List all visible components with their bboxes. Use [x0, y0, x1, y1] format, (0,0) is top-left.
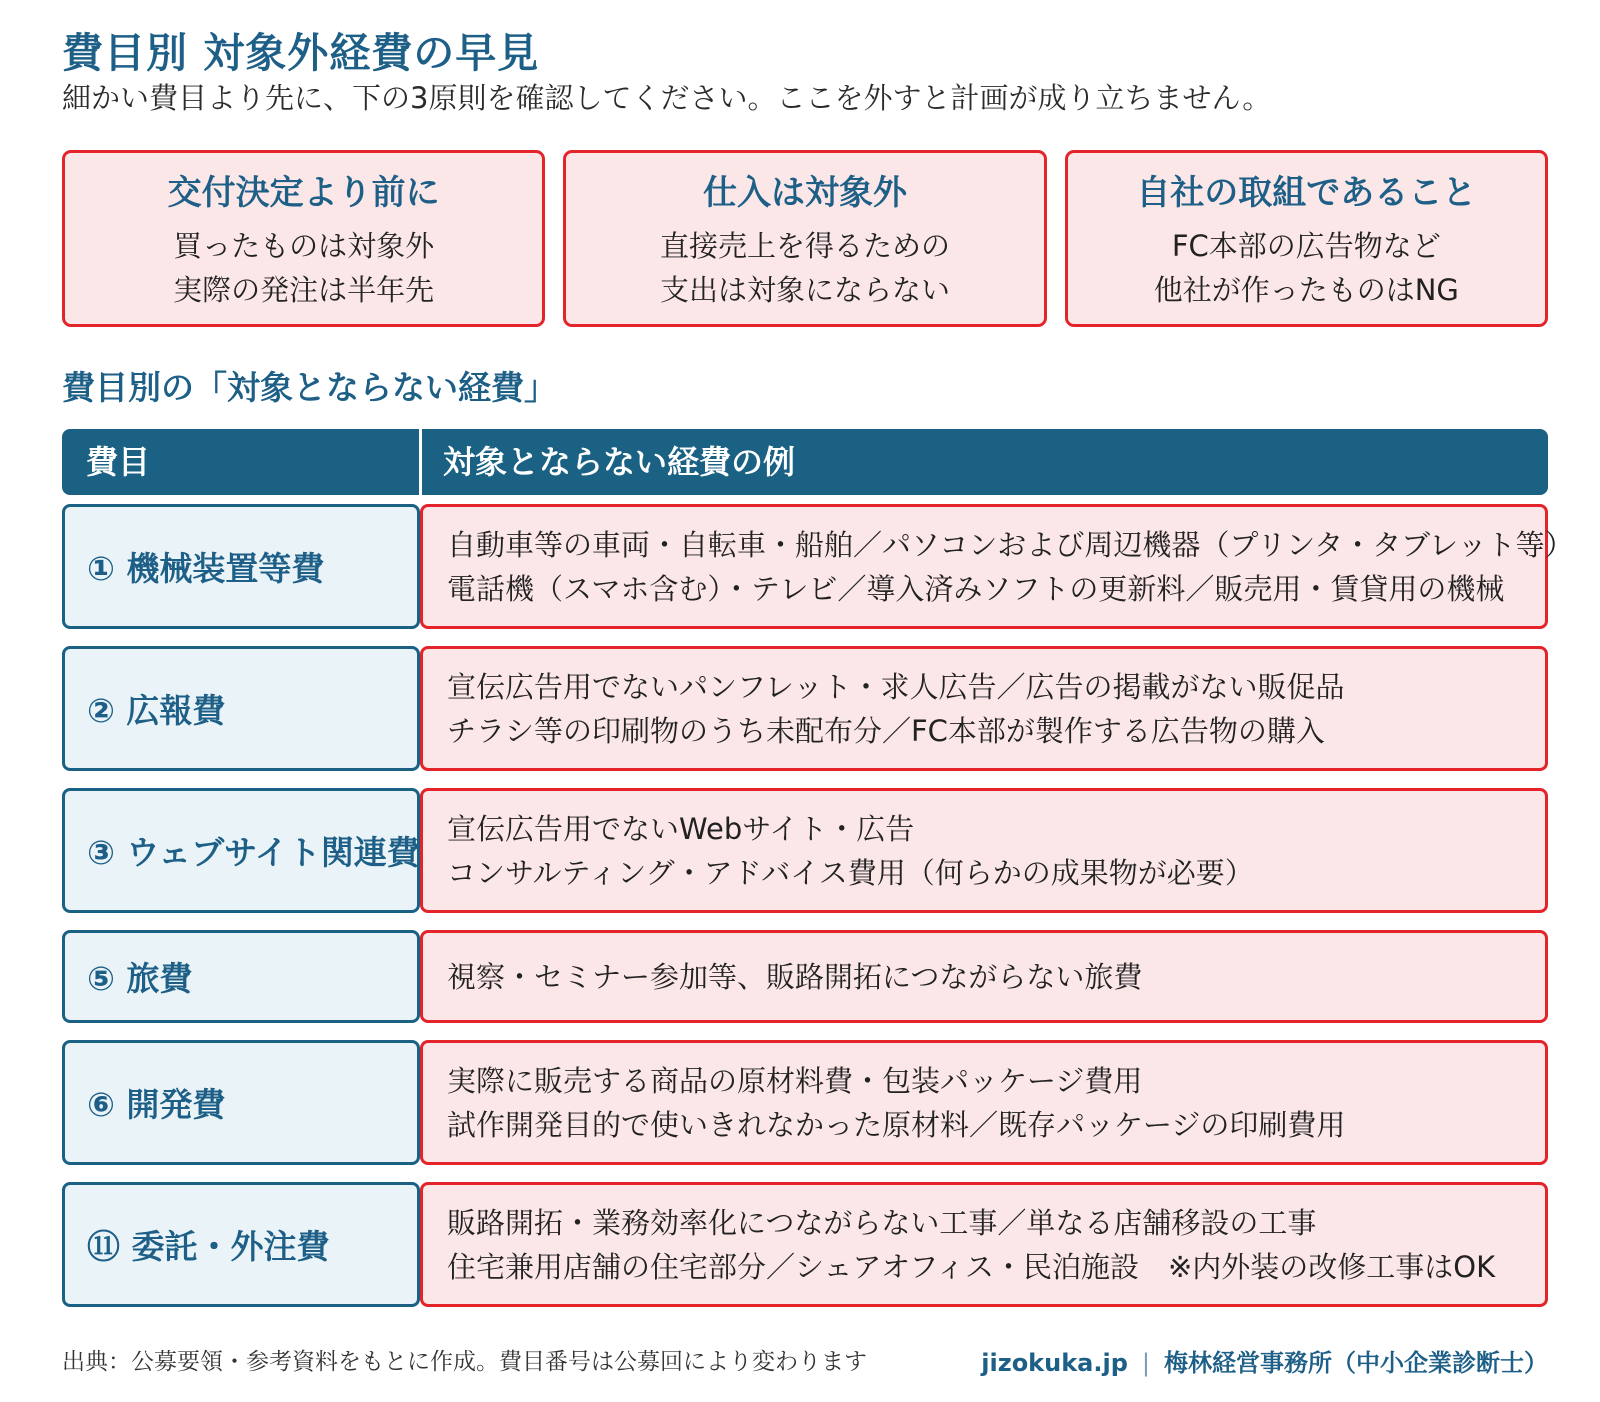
example-line: チラシ等の印刷物のうち未配布分／FC本部が製作する広告物の購入 [447, 713, 1325, 748]
principle-line: 実際の発注は半年先 [173, 273, 435, 307]
office-name: 梅林経営事務所（中小企業診断士） [1164, 1349, 1548, 1377]
principle-heading: 仕入は対象外 [702, 173, 907, 213]
principle-heading: 交付決定より前に [167, 173, 440, 213]
page-title: 費目別 対象外経費の早見 [62, 29, 540, 77]
example-line: 住宅兼用店舗の住宅部分／シェアオフィス・民泊施設 ※内外装の改修工事はOK [447, 1249, 1496, 1284]
source-note: 出典：公募要領・参考資料をもとに作成。費目番号は公募回により変わります [62, 1349, 867, 1375]
page-subtitle: 細かい費目より先に、下の3原則を確認してください。ここを外すと計画が成り立ちません。 [62, 81, 1272, 115]
principle-card-own-initiative [1065, 150, 1548, 327]
principles-panel [62, 150, 1548, 327]
example-line: 視察・セミナー参加等、販路開拓につながらない旅費 [447, 959, 1143, 994]
column-divider [419, 429, 422, 495]
table-row [62, 1040, 1548, 1165]
column-header-category: 費目 [86, 443, 151, 481]
footer [62, 1343, 1548, 1375]
table-header [62, 429, 1548, 495]
footer-separator: | [1141, 1349, 1150, 1377]
row-category: ③ ウェブサイト関連費 [62, 788, 420, 913]
row-category: ⑤ 旅費 [62, 930, 420, 1023]
table-row [62, 646, 1548, 771]
row-examples [420, 1182, 1548, 1307]
table-row [62, 930, 1548, 1023]
example-line: 自動車等の車両・自転車・船舶／パソコンおよび周辺機器（プリンタ・タブレット等） [447, 527, 1574, 562]
row-category: ⑥ 開発費 [62, 1040, 420, 1165]
principle-line: FC本部の広告物など [1171, 229, 1441, 263]
example-line: 実際に販売する商品の原材料費・包装パッケージ費用 [447, 1063, 1143, 1098]
principle-line: 買ったものは対象外 [173, 229, 435, 263]
principle-heading: 自社の取組であること [1136, 173, 1477, 213]
example-line: 販路開拓・業務効率化につながらない工事／単なる店舗移設の工事 [447, 1205, 1317, 1240]
principle-line: 他社が作ったものはNG [1153, 273, 1459, 307]
example-line: コンサルティング・アドバイス費用（何らかの成果物が必要） [447, 855, 1254, 890]
row-examples [420, 504, 1574, 629]
row-examples [420, 646, 1548, 771]
example-line: 宣伝広告用でないパンフレット・求人広告／広告の掲載がない販促品 [447, 669, 1345, 704]
row-category: ① 機械装置等費 [62, 504, 420, 629]
principle-line: 直接売上を得るための [659, 229, 950, 263]
site-link[interactable]: jizokuka.jp [981, 1349, 1128, 1377]
section-title: 費目別の「対象とならない経費」 [62, 368, 557, 407]
row-category: ⑪ 委託・外注費 [62, 1182, 420, 1307]
principle-card-purchases [563, 150, 1046, 327]
example-line: 試作開発目的で使いきれなかった原材料／既存パッケージの印刷費用 [447, 1107, 1346, 1142]
principle-card-before-decision [62, 150, 545, 327]
principle-line: 支出は対象にならない [659, 273, 950, 307]
example-line: 電話機（スマホ含む）・テレビ／導入済みソフトの更新料／販売用・賃貸用の機械 [447, 571, 1505, 606]
column-header-examples: 対象とならない経費の例 [443, 443, 796, 481]
table-row [62, 504, 1574, 629]
row-examples [420, 930, 1548, 1023]
footer-credit [981, 1343, 1548, 1378]
row-category: ② 広報費 [62, 646, 420, 771]
row-examples [420, 788, 1548, 913]
example-line: 宣伝広告用でないWebサイト・広告 [447, 811, 915, 846]
table-row [62, 1182, 1548, 1307]
row-examples [420, 1040, 1548, 1165]
table-row [62, 788, 1548, 913]
